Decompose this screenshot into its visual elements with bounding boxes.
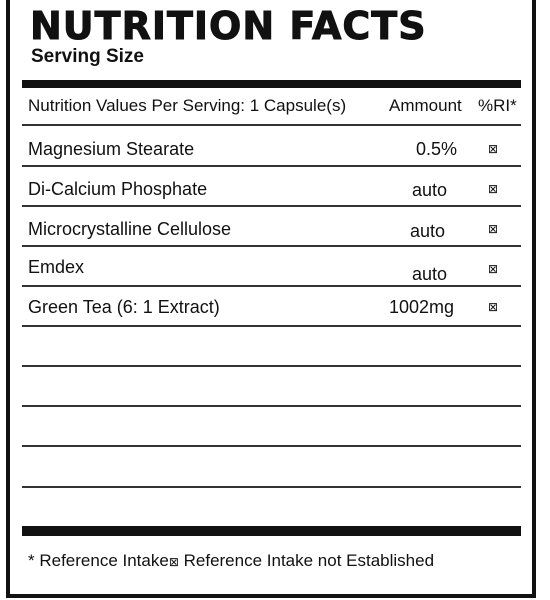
row-amount-emdex: auto xyxy=(412,264,448,284)
header-values-label: Nutrition Values Per Serving: 1 Capsule(s) xyxy=(28,96,347,115)
ri-not-established-icon: ⊠ xyxy=(488,262,499,276)
row-amount-di-calcium-phosphate: auto xyxy=(412,180,448,200)
footnote xyxy=(28,550,434,573)
footnote-not-established: Reference Intake not Established xyxy=(183,551,435,570)
row-divider xyxy=(22,165,521,167)
empty-row-divider xyxy=(22,405,521,407)
ri-not-established-icon: ⊠ xyxy=(488,222,499,236)
row-name-emdex: Emdex xyxy=(28,257,85,277)
row-name-di-calcium-phosphate: Di-Calcium Phosphate xyxy=(28,179,208,199)
ri-not-established-icon: ⊠ xyxy=(488,182,499,196)
title: NUTRITION FACTS xyxy=(30,4,427,48)
empty-row-divider xyxy=(22,365,521,367)
ri-not-established-icon: ⊠ xyxy=(488,300,499,314)
ri-not-established-icon: ⊠ xyxy=(488,142,499,156)
footnote-ref-intake: * Reference Intake xyxy=(28,551,169,570)
top-divider xyxy=(22,80,521,88)
bottom-divider xyxy=(22,526,521,536)
header-ri-label: %RI* xyxy=(478,96,517,115)
row-amount-magnesium-stearate: 0.5% xyxy=(416,139,458,159)
row-amount-microcrystalline-cellulose: auto xyxy=(410,221,446,241)
serving-size-label: Serving Size xyxy=(31,46,144,67)
row-name-green-tea: Green Tea (6: 1 Extract) xyxy=(28,297,220,317)
header-amount-label: Ammount xyxy=(389,96,462,115)
row-amount-green-tea: 1002mg xyxy=(389,297,455,317)
row-divider xyxy=(22,325,521,327)
empty-row-divider xyxy=(22,445,521,447)
ri-not-established-icon: ⊠ xyxy=(168,555,179,569)
row-divider xyxy=(22,205,521,207)
row-name-microcrystalline-cellulose: Microcrystalline Cellulose xyxy=(28,219,232,239)
row-divider xyxy=(22,285,521,287)
row-name-magnesium-stearate: Magnesium Stearate xyxy=(28,139,195,159)
row-divider xyxy=(22,245,521,247)
empty-row-divider xyxy=(22,486,521,488)
header-divider xyxy=(22,124,521,126)
